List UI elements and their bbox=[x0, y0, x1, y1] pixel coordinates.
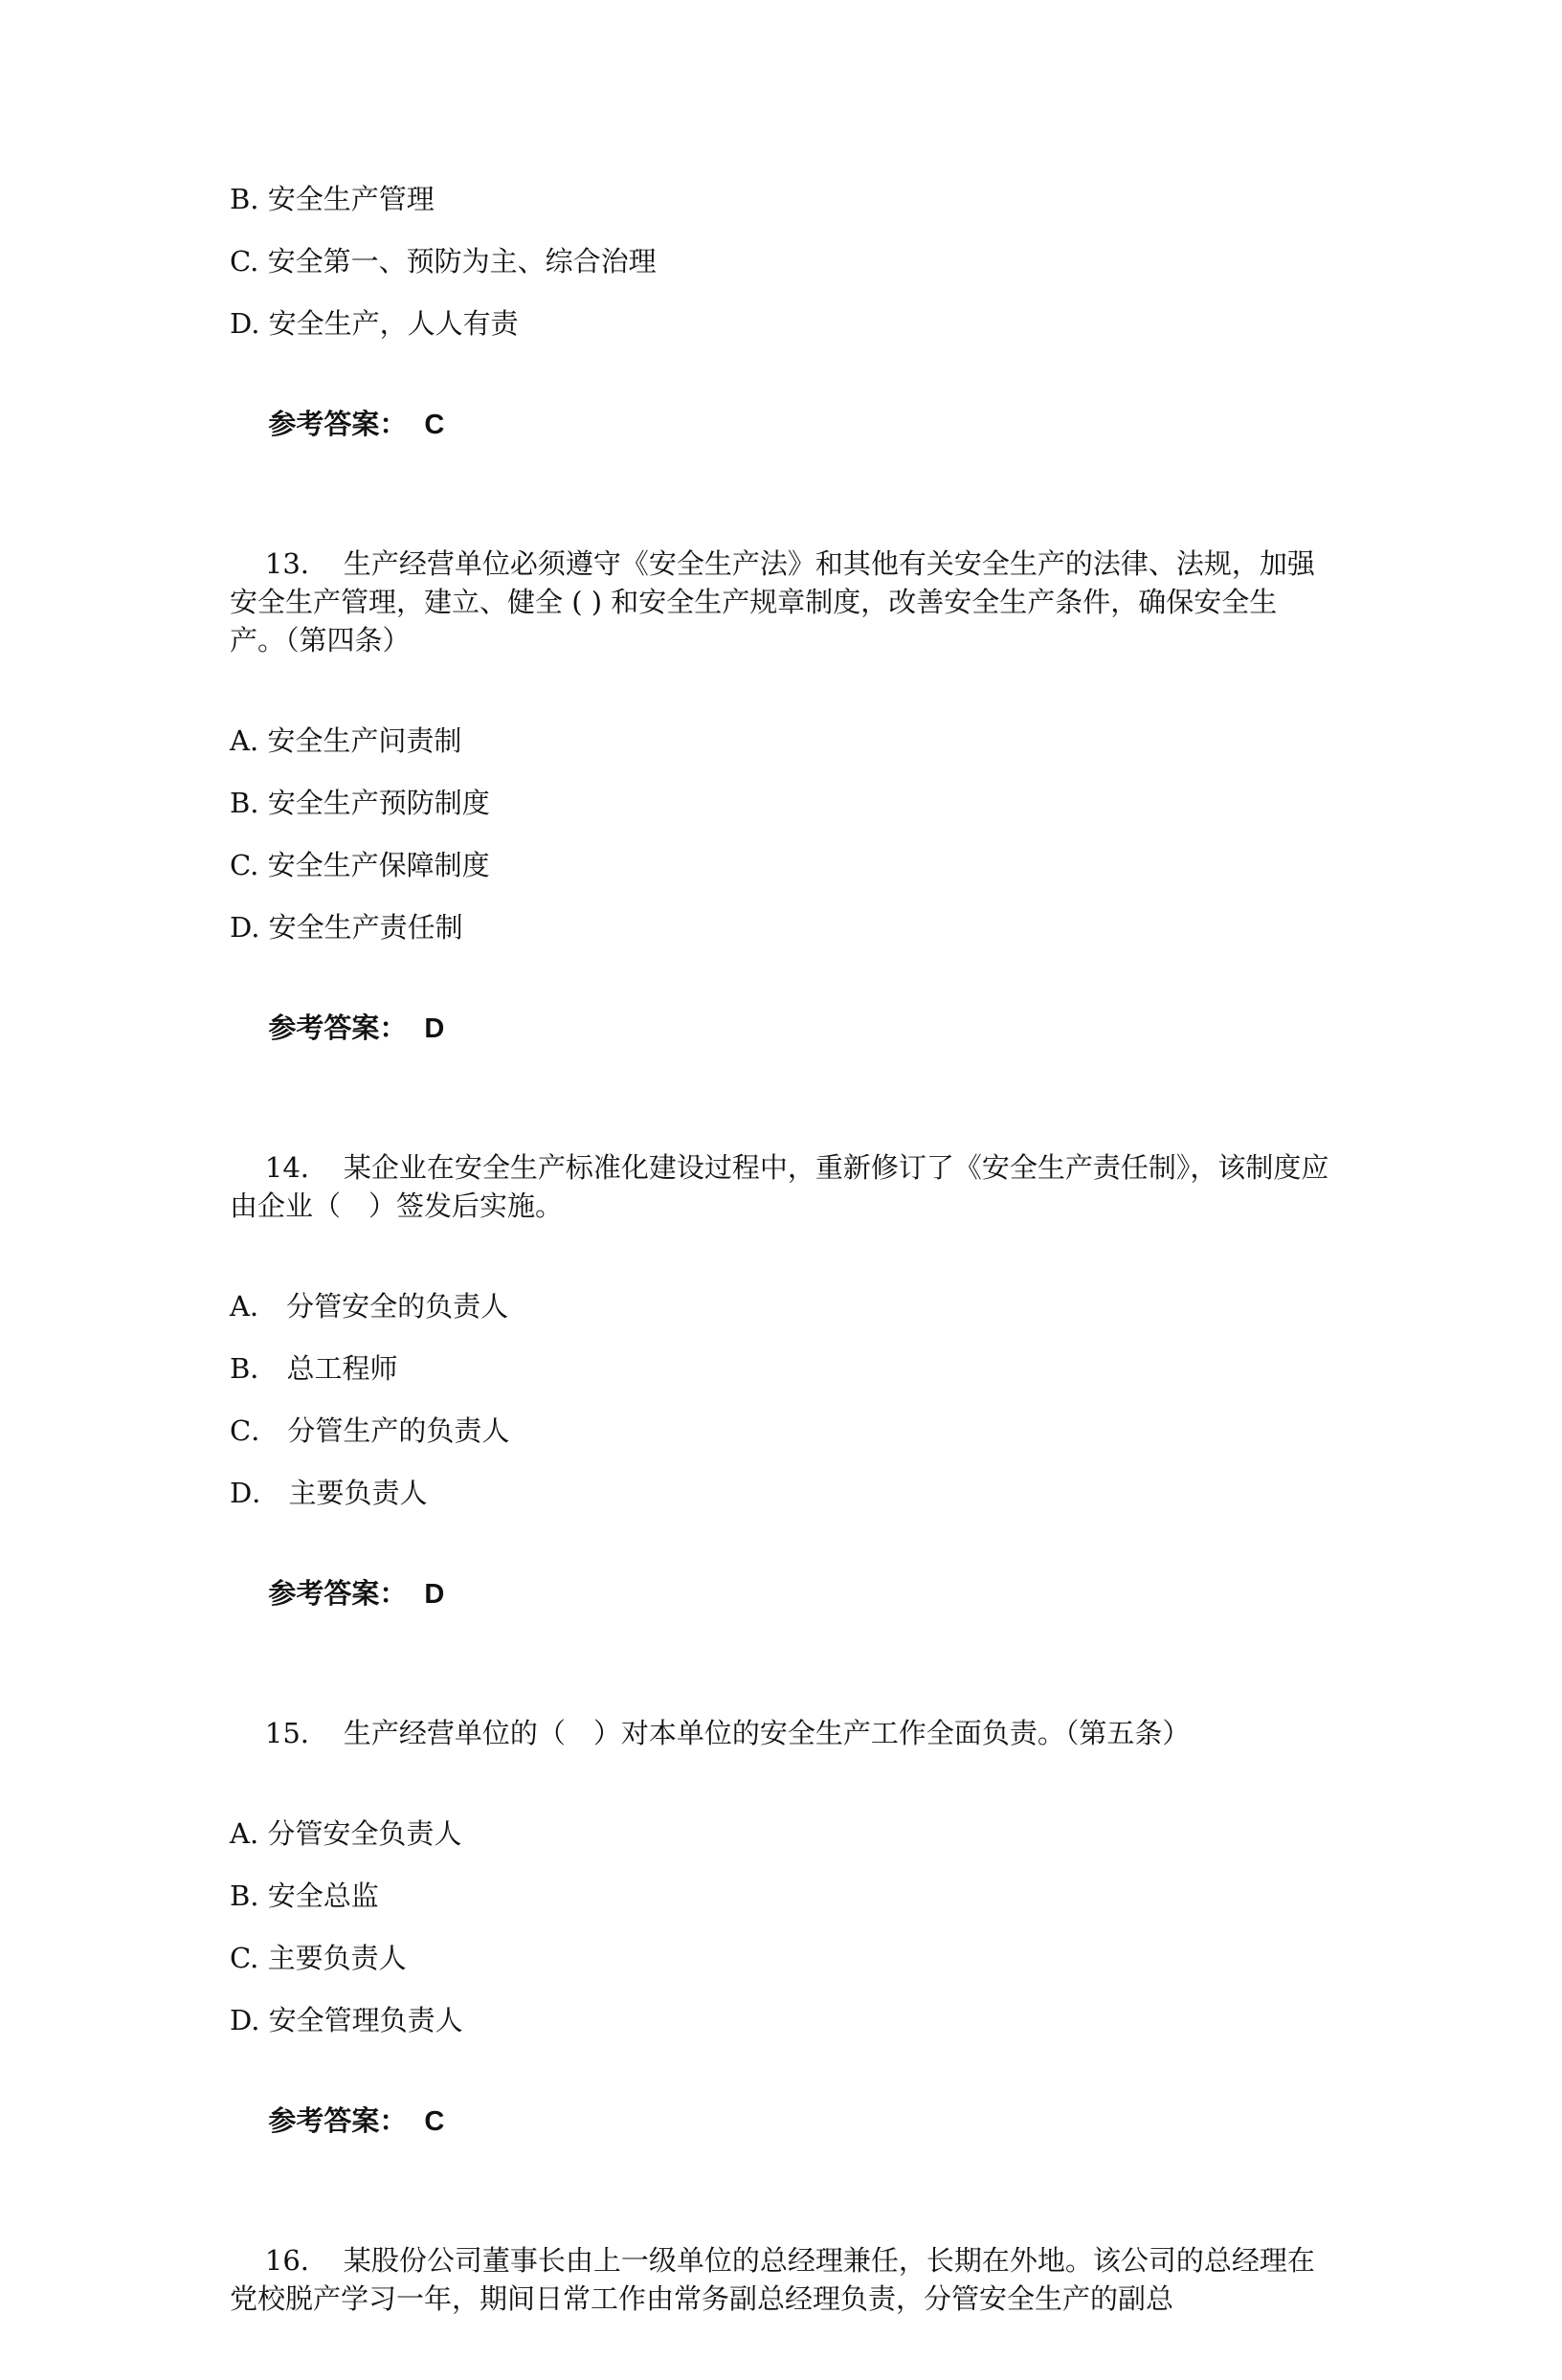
option-13-c: C. 安全生产保障制度 bbox=[230, 849, 490, 881]
answer-14 bbox=[230, 1536, 1330, 1652]
option-15-c: C. 主要负责人 bbox=[230, 1942, 407, 1974]
answer-label: 参考答案： bbox=[268, 2104, 408, 2137]
option-14-a: A． 分管安全的负责人 bbox=[230, 1290, 509, 1323]
answer-12 bbox=[230, 367, 1330, 482]
answer-value: C bbox=[424, 410, 445, 440]
answer-value: D bbox=[424, 1013, 445, 1044]
answer-label: 参考答案： bbox=[268, 408, 408, 440]
question-text: 生产经营单位必须遵守《安全生产法》和其他有关安全生产的法律、法规，加强安全生产管理，建立、健全 ( ) 和安全生产规章制度，改善安全生产条件，确保安全生产。（第四条） bbox=[230, 547, 1315, 656]
answer-label: 参考答案： bbox=[268, 1577, 408, 1610]
option-14-d: D． 主要负责人 bbox=[230, 1477, 428, 1509]
question-number: 16. bbox=[264, 2244, 309, 2277]
answer-value: C bbox=[424, 2106, 445, 2137]
option-12-c: C. 安全第一、预防为主、综合治理 bbox=[230, 245, 657, 278]
option-13-d: D. 安全生产责任制 bbox=[230, 911, 463, 944]
option-15-a: A. 分管安全负责人 bbox=[230, 1817, 462, 1850]
question-13 bbox=[230, 506, 1330, 698]
question-14 bbox=[230, 1110, 1330, 1263]
question-text: 生产经营单位的（ ）对本单位的安全生产工作全面负责。（第五条） bbox=[343, 1717, 1191, 1749]
option-13-a: A. 安全生产问责制 bbox=[230, 724, 462, 757]
answer-value: D bbox=[424, 1579, 445, 1610]
option-13-b: B. 安全生产预防制度 bbox=[230, 787, 490, 819]
option-15-d: D. 安全管理负责人 bbox=[230, 2004, 463, 2036]
option-14-b: B． 总工程师 bbox=[230, 1352, 398, 1385]
question-15 bbox=[230, 1676, 1330, 1791]
question-number: 13. bbox=[264, 547, 309, 580]
answer-label: 参考答案： bbox=[268, 1012, 408, 1044]
document-page bbox=[230, 180, 1330, 2380]
answer-15 bbox=[230, 2063, 1330, 2179]
question-number: 14. bbox=[264, 1151, 309, 1184]
answer-13 bbox=[230, 970, 1330, 1086]
question-text: 某股份公司董事长由上一级单位的总经理兼任，长期在外地。该公司的总经理在党校脱产学习一年，期间日常工作由常务副总经理负责，分管安全生产的副总 bbox=[230, 2244, 1315, 2315]
option-14-c: C． 分管生产的负责人 bbox=[230, 1414, 510, 1447]
option-12-d: D. 安全生产，人人有责 bbox=[230, 307, 519, 340]
question-text: 某企业在安全生产标准化建设过程中，重新修订了《安全生产责任制》，该制度应由企业（ ）签发后实施。 bbox=[230, 1151, 1329, 1222]
question-number: 15. bbox=[264, 1717, 309, 1749]
option-15-b: B. 安全总监 bbox=[230, 1880, 379, 1912]
option-12-b: B. 安全生产管理 bbox=[230, 183, 435, 215]
question-16 bbox=[230, 2203, 1330, 2356]
